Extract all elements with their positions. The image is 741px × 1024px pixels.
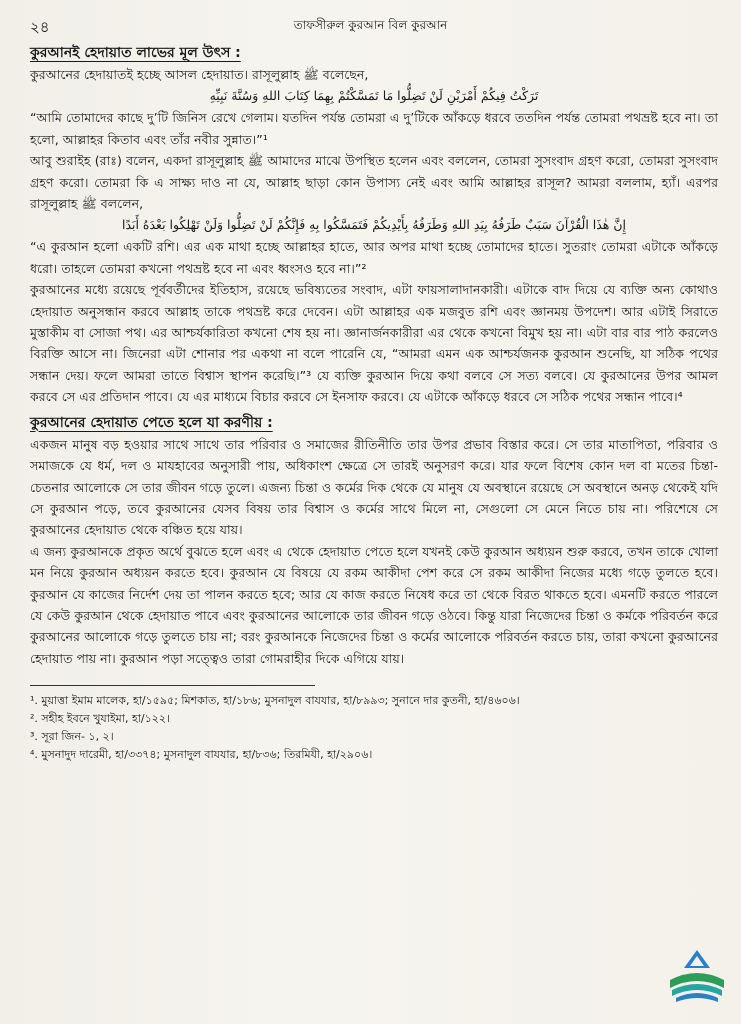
running-header: তাফসীরুল কুরআন বিল কুরআন [293, 18, 448, 32]
arabic-hadith-2: إِنَّ هٰذَا الْقُرْآنَ سَبَبٌ طَرَفُهُ بِيَدِ اللهِ وَطَرَفُهُ بِأَيْدِيكُمْ فَتَمَسَّكُوا بِهِ فَإِنَّكُمْ لَنْ تَضِلُّوا وَلَنْ تَهْلِكُوا بَعْدَهُ أَبَدًا [121, 217, 627, 233]
section-heading-1: কুরআনই হেদায়াত লাভের মূল উৎস : [30, 45, 241, 61]
section2-para2: এ জন্য কুরআনকে প্রকৃত অর্থে বুঝতে হলে এবং এ থেকে হেদায়াত পেতে হলে যখনই কেউ কুরআন অধ্যয়ন শুরু করবে, তখন তাকে খোলা মন নিয়ে কুরআন অধ্যয়ন করতে হবে। কুরআন যে বিষয়ে যে রকম আকীদা পেশ করে সে রকম আকীদা নিজের মধ্যে গড়ে তুলতে হবে। কুরআন যে কাজের নির্দেশ দেয় তা পালন করতে হবে; আর যে কাজ করতে নিষেধ করে তা থেকে বিরত থাকতে হবে। এমনটি করতে পারলে যে কেউ কুরআন থেকে হেদায়াত পাবে এবং কুরআনের আলোকে তার জীবন গড়ে ওঠবে। কিন্তু যারা নিজেদের চিন্তা ও কর্মকে পরিবর্তন করে কুরআনের আলোকে গড়ে তুলতে চায় না; বরং কুরআনকে নিজেদের চিন্তা ও কর্মের আলোকে পরিবর্তন করতে চায়, তারা কখনো কুরআনের হেদায়াত পায় না। কুরআন পড়া সত্ত্বেও তারা গোমরাহীর দিকে এগিয়ে যায়। [30, 543, 718, 666]
page-number: ২৪ [30, 18, 50, 36]
page-body [30, 42, 718, 764]
section1-para3: “এ কুরআন হলো একটি রশি। এর এক মাথা হচ্ছে আল্লাহর হাতে, আর অপর মাথা হচ্ছে তোমাদের হাতে। সুতরাং তোমরা এটাকে আঁকড়ে ধরো। তাহলে তোমরা কখনো পথভ্রষ্ট হবে না এবং ধ্বংসও হবে না।”² [30, 239, 718, 276]
footnote: ³. সূরা জিন- ১, ২। [30, 730, 114, 744]
section-heading-2: কুরআনের হেদায়াত পেতে হলে যা করণীয় : [30, 414, 273, 431]
publisher-logo-icon [662, 944, 732, 1014]
section1-para4: কুরআনের মধ্যে রয়েছে পূর্ববর্তীদের ইতিহাস, রয়েছে ভবিষ্যতের সংবাদ, এটা ফায়সালাদানকারী। এটাকে বাদ দিয়ে যে ব্যক্তি অন্য কোথাও হেদায়াত অনুসন্ধান করবে আল্লাহ তাকে পথভ্রষ্ট করে দেবেন। এটা আল্লাহর এক মজবুত রশি এবং জ্ঞানময় উপদেশ। আর এটাই সিরাতে মুস্তাকীম বা সোজা পথ। এর আশ্চর্যকারিতা কখনো শেষ হয় না। জ্ঞানার্জনকারীরা এর থেকে কখনো বিমুখ হয় না। এটা বার বার পাঠ করলেও বিরক্তি আসে না। জিনেরা এটা শোনার পর একথা না বলে পারেনি যে, “আমরা এমন এক আশ্চর্যজনক কুরআন শুনেছি, যা সঠিক পথের সন্ধান দেয়। ফলে আমরা তাতে বিশ্বাস স্থাপন করেছি।”³ যে ব্যক্তি কুরআন দিয়ে কথা বলবে সে সত্য বলবে। যে কুরআনের উপর আমল করবে সে এর প্রতিদান পাবে। যে এর মাধ্যমে বিচার করবে সে ইনসাফ করবে। যে এটাকে আঁকড়ে ধরবে সে সঠিক পথের সন্ধান পাবে।⁴ [30, 282, 718, 405]
footnote: ¹. মুয়াত্তা ইমাম মালেক, হা/১৫৯৫; মিশকাত, হা/১৮৬; মুসনাদুল বাযযার, হা/৮৯৯৩; সুনানে দার কুতনী, হা/৪৬০৬। [30, 694, 520, 708]
footnote: ². সহীহ ইবনে খুযাইমা, হা/১২২। [30, 712, 171, 726]
section2-para1: একজন মানুষ বড় হওয়ার সাথে সাথে তার পরিবার ও সমাজের রীতিনীতি তার উপর প্রভাব বিস্তার করে। সে তার মাতাপিতা, পরিবার ও সমাজকে যে ধর্ম, দল ও মাযহাবের অনুসারী পায়, অধিকাংশ ক্ষেত্রে সে তারই অনুসরণ করে। যার ফলে বিশেষ কোন দল বা মতের চিন্তা-চেতনার আলোকে সে তার জীবন গড়ে তুলে। এজন্য চিন্তা ও কর্মের দিক থেকে যে মানুষ যে অবস্থানে রয়েছে সে অবস্থানে অনড় থেকেই যদি সে কুরআন পড়ে, তবে কুরআনের যেসব বিষয় তার বিশ্বাস ও কর্মের সাথে মিলে না, সেগুলো সে মেনে নিতে চায় না। পরিশেষে সে কুরআনের হেদায়াত থেকে বঞ্চিত হয়ে যায়। [30, 436, 718, 538]
footnote: ⁴. মুসনাদুদ দারেমী, হা/৩৩৭৪; মুসনাদুল বাযযার, হা/৮৩৬; তিরমিযী, হা/২৯০৬। [30, 748, 373, 762]
footnote-divider [30, 685, 315, 686]
arabic-hadith-1: تَرَكْتُ فِيكُمْ أَمْرَيْنِ لَنْ تَضِلُّوا مَا تَمَسَّكْتُمْ بِهِمَا كِتَابَ اللهِ وَسُنَّةَ نَبِيِّهِ [209, 88, 539, 104]
section1-line1: কুরআনের হেদায়াতই হচ্ছে আসল হেদায়াত। রাসূলুল্লাহ ﷺ বলেছেন, [30, 67, 369, 82]
section1-para2: আবু শুরাইহ (রাঃ) বলেন, একদা রাসূলুল্লাহ ﷺ আমাদের মাঝে উপস্থিত হলেন এবং বললেন, তোমরা সুসংবাদ গ্রহণ করো, তোমরা সুসংবাদ গ্রহণ করো। তোমরা কি এ সাক্ষ্য দাও না যে, আল্লাহ ছাড়া কোন উপাস্য নেই এবং আমি আল্লাহর রাসূল? আমরা বললাম, হ্যাঁ। এরপর রাসূলুল্লাহ ﷺ বললেন, [30, 153, 718, 212]
section1-para1: “আমি তোমাদের কাছে দু’টি জিনিস রেখে গেলাম। যতদিন পর্যন্ত তোমরা এ দু’টিকে আঁকড়ে ধরবে ততদিন পর্যন্ত তোমরা পথভ্রষ্ট হবে না। তা হলো, আল্লাহর কিতাব এবং তাঁর নবীর সুন্নাত।”¹ [30, 110, 718, 147]
